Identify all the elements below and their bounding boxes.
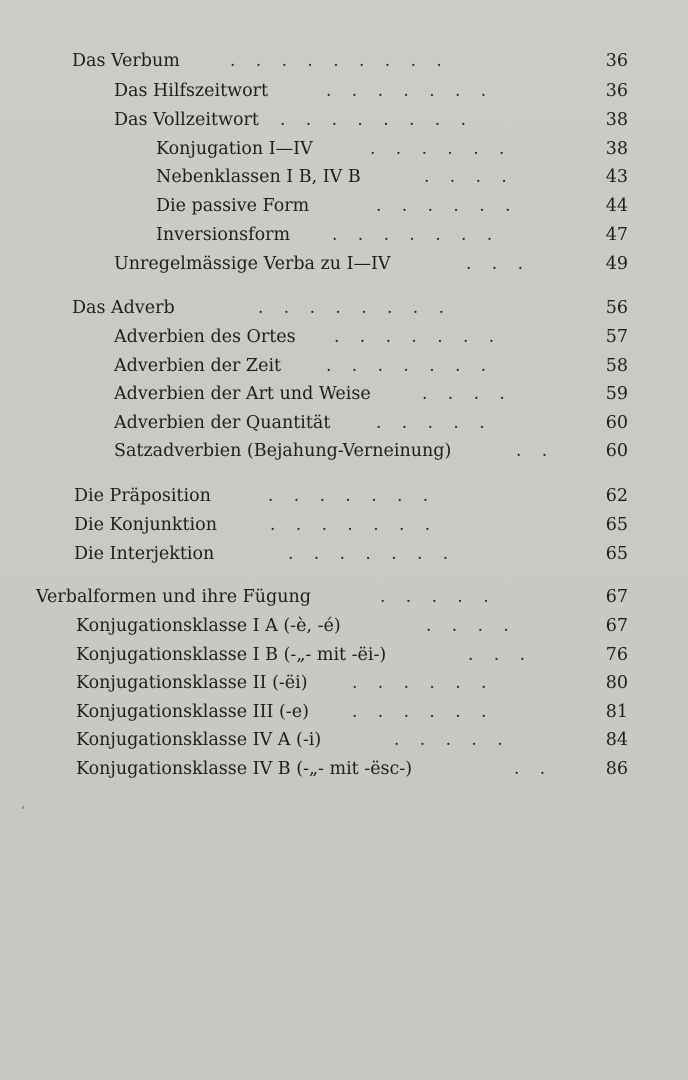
toc-entry-page: 43 bbox=[605, 167, 628, 187]
toc-entry-title: Konjugation I—IV bbox=[156, 139, 313, 159]
toc-entry-title: Die Interjektion bbox=[74, 544, 215, 564]
toc-leader-dots: . . . . . . . bbox=[268, 486, 429, 506]
toc-entry bbox=[156, 137, 628, 161]
toc-entry-page: 38 bbox=[605, 139, 628, 159]
toc-entry bbox=[114, 354, 628, 378]
toc-entry-page: 60 bbox=[605, 441, 628, 461]
toc-entry bbox=[114, 439, 628, 463]
toc-leader-dots: . . . . . . . . bbox=[280, 110, 466, 130]
toc-entry-title: Die passive Form bbox=[156, 196, 310, 216]
toc-leader-dots: . . . . bbox=[424, 167, 507, 187]
toc-entry-page: 59 bbox=[605, 384, 628, 404]
toc-entry bbox=[76, 700, 628, 724]
toc-entry-page: 36 bbox=[605, 51, 628, 71]
toc-entry bbox=[114, 382, 628, 406]
toc-entry bbox=[114, 108, 628, 132]
toc-entry-page: 86 bbox=[605, 759, 628, 779]
toc-entry-page: 67 bbox=[605, 587, 628, 607]
toc-leader-dots: . . . . bbox=[426, 616, 509, 636]
toc-entry bbox=[76, 643, 628, 667]
toc-entry bbox=[76, 757, 628, 781]
toc-leader-dots: . . bbox=[516, 441, 548, 461]
toc-leader-dots: . . . . . . . bbox=[334, 327, 495, 347]
toc-entry-page: 38 bbox=[605, 110, 628, 130]
toc-leader-dots: . . . bbox=[468, 645, 526, 665]
toc-leader-dots: . . . . . . bbox=[352, 702, 487, 722]
toc-entry-title: Die Präposition bbox=[74, 486, 211, 506]
toc-entry-page: 56 bbox=[605, 298, 628, 318]
toc-leader-dots: . . . . . bbox=[394, 730, 503, 750]
toc-entry-page: 65 bbox=[605, 515, 628, 535]
toc-leader-dots: . . . . . bbox=[380, 587, 489, 607]
toc-leader-dots: . . . . . . bbox=[376, 196, 511, 216]
toc-leader-dots: . . . . . . . bbox=[326, 81, 487, 101]
toc-entry-page: 47 bbox=[605, 225, 628, 245]
toc-entry-page: 58 bbox=[605, 356, 628, 376]
toc-entry-title: Unregelmässige Verba zu I—IV bbox=[114, 254, 391, 274]
toc-entry-title: Konjugationsklasse I A (-è, -é) bbox=[76, 616, 341, 636]
toc-entry-page: 57 bbox=[605, 327, 628, 347]
toc-entry-page: 80 bbox=[605, 673, 628, 693]
toc-entry bbox=[72, 296, 628, 320]
toc-leader-dots: . . bbox=[514, 759, 546, 779]
toc-entry-page: 36 bbox=[605, 81, 628, 101]
toc-leader-dots: . . . . . . . bbox=[326, 356, 487, 376]
toc-entry bbox=[72, 49, 628, 73]
toc-entry-title: Das Adverb bbox=[72, 298, 175, 318]
toc-entry-title: Konjugationsklasse I B (-„- mit -ëi-) bbox=[76, 645, 387, 665]
toc-entry bbox=[114, 325, 628, 349]
toc-entry-page: 49 bbox=[605, 254, 628, 274]
toc-entry bbox=[114, 252, 628, 276]
toc-entry-page: 65 bbox=[605, 544, 628, 564]
toc-entry-title: Konjugationsklasse IV B (-„- mit -ësc-) bbox=[76, 759, 413, 779]
toc-entry-page: 62 bbox=[605, 486, 628, 506]
toc-leader-dots: . . . bbox=[466, 254, 524, 274]
toc-entry-title: Konjugationsklasse III (-e) bbox=[76, 702, 309, 722]
toc-entry-page: 60 bbox=[605, 413, 628, 433]
toc-leader-dots: . . . . . . bbox=[370, 139, 505, 159]
toc-entry-title: Adverbien der Art und Weise bbox=[114, 384, 371, 404]
toc-entry-title: Adverbien der Quantität bbox=[114, 413, 331, 433]
toc-entry-page: 81 bbox=[605, 702, 628, 722]
toc-entry bbox=[74, 484, 628, 508]
toc-entry bbox=[156, 165, 628, 189]
toc-entry bbox=[114, 411, 628, 435]
toc-entry-title: Das Verbum bbox=[72, 51, 180, 71]
toc-entry bbox=[156, 194, 628, 218]
toc-entry bbox=[76, 728, 628, 752]
toc-entry bbox=[74, 542, 628, 566]
toc-entry-title: Die Konjunktion bbox=[74, 515, 217, 535]
toc-leader-dots: . . . . . . . bbox=[270, 515, 431, 535]
toc-entry-title: Satzadverbien (Bejahung-Verneinung) bbox=[114, 441, 452, 461]
toc-entry bbox=[114, 79, 628, 103]
toc-entry-page: 84 bbox=[605, 730, 628, 750]
toc-entry-page: 67 bbox=[605, 616, 628, 636]
toc-entry bbox=[76, 671, 628, 695]
paper-speck bbox=[22, 806, 24, 809]
toc-entry-title: Adverbien des Ortes bbox=[114, 327, 296, 347]
toc-entry-title: Das Vollzeitwort bbox=[114, 110, 259, 130]
toc-entry-title: Verbalformen und ihre Fügung bbox=[36, 587, 311, 607]
toc-entry-title: Nebenklassen I B, IV B bbox=[156, 167, 361, 187]
toc-leader-dots: . . . . . . . . . bbox=[230, 51, 442, 71]
toc-entry bbox=[76, 614, 628, 638]
toc-entry-title: Konjugationsklasse IV A (-i) bbox=[76, 730, 322, 750]
toc-leader-dots: . . . . . . . bbox=[288, 544, 449, 564]
toc-entry-title: Konjugationsklasse II (-ëi) bbox=[76, 673, 308, 693]
toc-entry-page: 44 bbox=[605, 196, 628, 216]
toc-entry bbox=[156, 223, 628, 247]
toc-entry-page: 76 bbox=[605, 645, 628, 665]
toc-entry-title: Das Hilfszeitwort bbox=[114, 81, 269, 101]
toc-entry-title: Inversionsform bbox=[156, 225, 291, 245]
toc-leader-dots: . . . . bbox=[422, 384, 505, 404]
toc-entry-title: Adverbien der Zeit bbox=[114, 356, 282, 376]
toc-entry bbox=[36, 585, 628, 609]
toc-entry bbox=[74, 513, 628, 537]
toc-leader-dots: . . . . . . . bbox=[332, 225, 493, 245]
toc-leader-dots: . . . . . . bbox=[352, 673, 487, 693]
toc-leader-dots: . . . . . bbox=[376, 413, 485, 433]
toc-leader-dots: . . . . . . . . bbox=[258, 298, 444, 318]
